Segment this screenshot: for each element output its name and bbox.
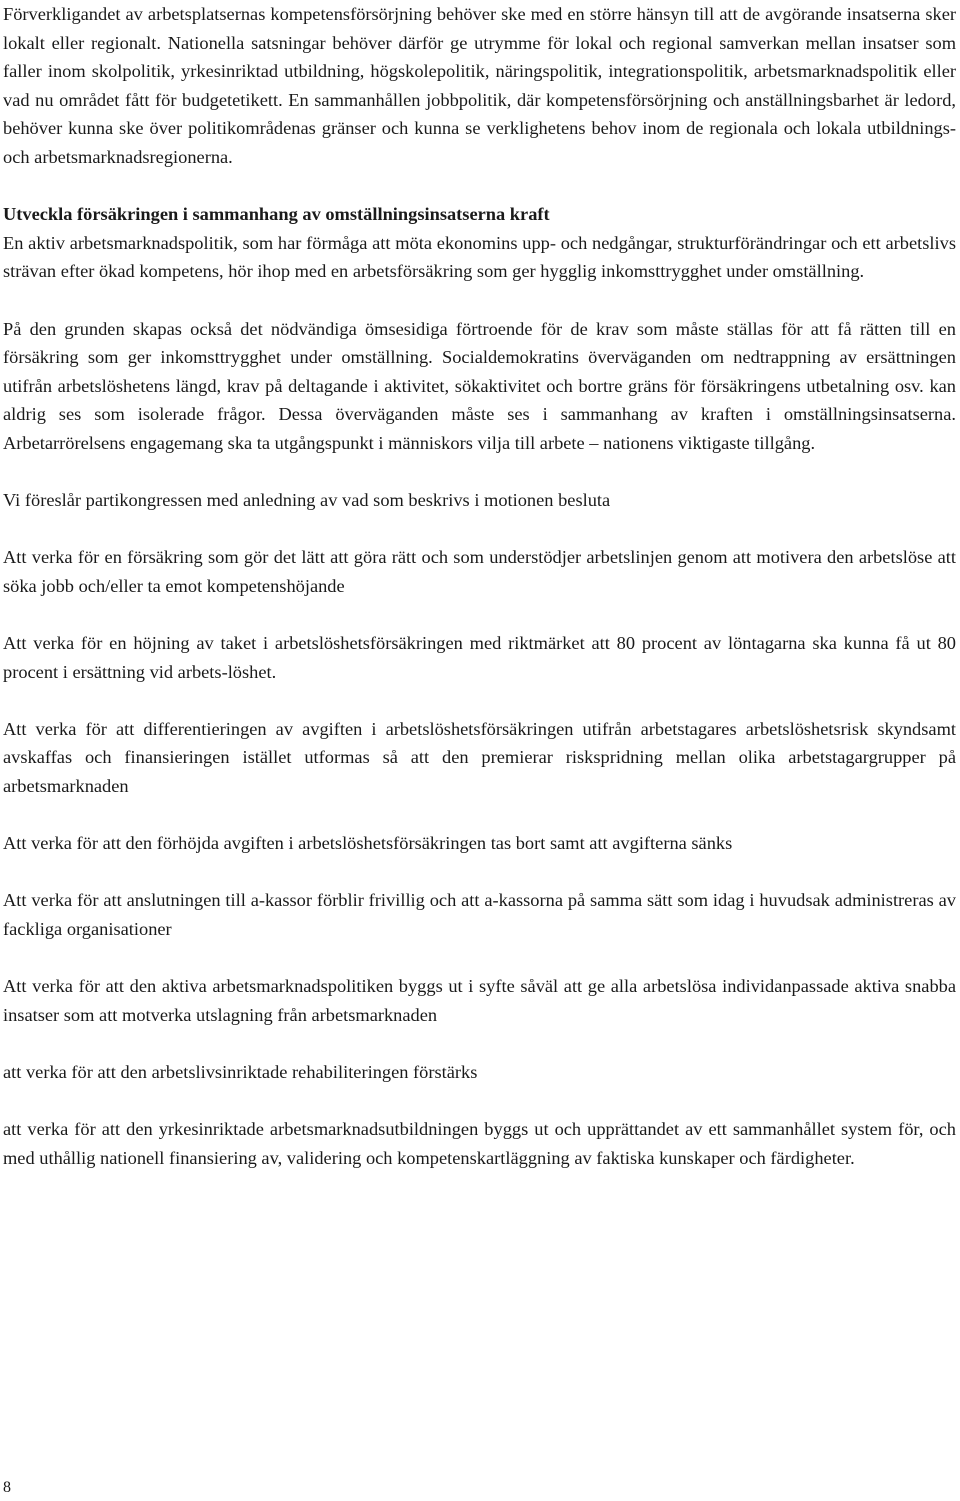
proposal-item: Att verka för en höjning av taket i arbetslöshetsförsäkringen med riktmärket att 80 procent av löntagarna ska kunna få ut 80 procent i ersättning vid arbets-löshet.	[3, 633, 956, 682]
section-heading: Utveckla försäkringen i sammanhang av omställningsinsatserna kraft	[3, 204, 550, 225]
intro-paragraph: Förverkligandet av arbetsplatsernas kompetensförsörjning behöver ske med en större hänsyn till att de avgörande insatserna sker lokalt eller regionalt. Nationella satsningar behöver därför ge utrymme för lokal och regional samverkan mellan insatser som faller inom skolpolitik, yrkesinriktad utbildning, högskolepolitik, näringspolitik, integrationspolitik, arbetsmarknadspolitik eller vad nu området fått för budgetetikett. En sammanhållen jobbpolitik, där kompetensförsörjning och anställningsbarhet är ledord, behöver kunna ske över politikområdenas gränser och kunna se verklighetens behov inom de regionala och lokala utbildnings- och arbetsmarknadsregionerna.	[3, 4, 956, 167]
proposal-item: Att verka för att den aktiva arbetsmarknadspolitiken byggs ut i syfte såväl att ge alla arbetslösa individanpassade aktiva snabba insatser som att motverka utslagning från arbetsmarknaden	[3, 976, 956, 1025]
document-page	[3, 0, 956, 1172]
proposal-item: Att verka för en försäkring som gör det lätt att göra rätt och som understödjer arbetslinjen genom att motivera den arbetslöse att söka jobb och/eller ta emot kompetenshöjande	[3, 547, 956, 596]
section-paragraph-1: En aktiv arbetsmarknadspolitik, som har förmåga att möta ekonomins upp- och nedgångar, strukturförändringar och ett arbetslivs strävan efter ökad kompetens, hör ihop med en arbetsförsäkring som ger hygglig inkomsttrygghet under omställning.	[3, 232, 956, 282]
proposal-item: Att verka för att anslutningen till a-kassor förblir frivillig och att a-kassorna på samma sätt som idag i huvudsak administreras av fackliga organisationer	[3, 890, 956, 939]
proposal-item: Att verka för att differentieringen av avgiften i arbetslöshetsförsäkringen utifrån arbetstagares arbetslöshetsrisk skyndsamt avskaffas och finansieringen istället utformas så att den premierar riskspridning mellan olika arbetstagargrupper på arbetsmarknaden	[3, 718, 956, 797]
proposal-item: Att verka för att den förhöjda avgiften i arbetslöshetsförsäkringen tas bort samt att avgifterna sänks	[3, 833, 733, 854]
page-number: 8	[3, 1479, 11, 1496]
section-paragraph-2: På den grunden skapas också det nödvändiga ömsesidiga förtroende för de krav som måste ställas för att få rätten till en försäkring som ger inkomsttrygghet under omställning. Socialdemokratins överväganden om nedtrappning av ersättningen utifrån arbetslöshetens längd, krav på deltagande i aktivitet, sökaktivitet och bortre gräns för försäkringens utbetalning osv. kan aldrig ses som isolerade frågor. Dessa överväganden måste ses i sammanhang av kraften i omställningsinsatserna. Arbetarrörelsens engagemang ska ta utgångspunkt i människors vilja till arbete – nationens viktigaste tillgång.	[3, 318, 956, 453]
proposal-intro: Vi föreslår partikongressen med anledning av vad som beskrivs i motionen besluta	[3, 490, 611, 511]
proposal-item: att verka för att den arbetslivsinriktade rehabiliteringen förstärks	[3, 1061, 478, 1082]
proposal-item: att verka för att den yrkesinriktade arbetsmarknadsutbildningen byggs ut och upprättandet av ett sammanhållet system för, och med uthållig nationell finansiering av, validering och kompetenskartläggning av faktiska kunskaper och färdigheter.	[3, 1119, 956, 1168]
